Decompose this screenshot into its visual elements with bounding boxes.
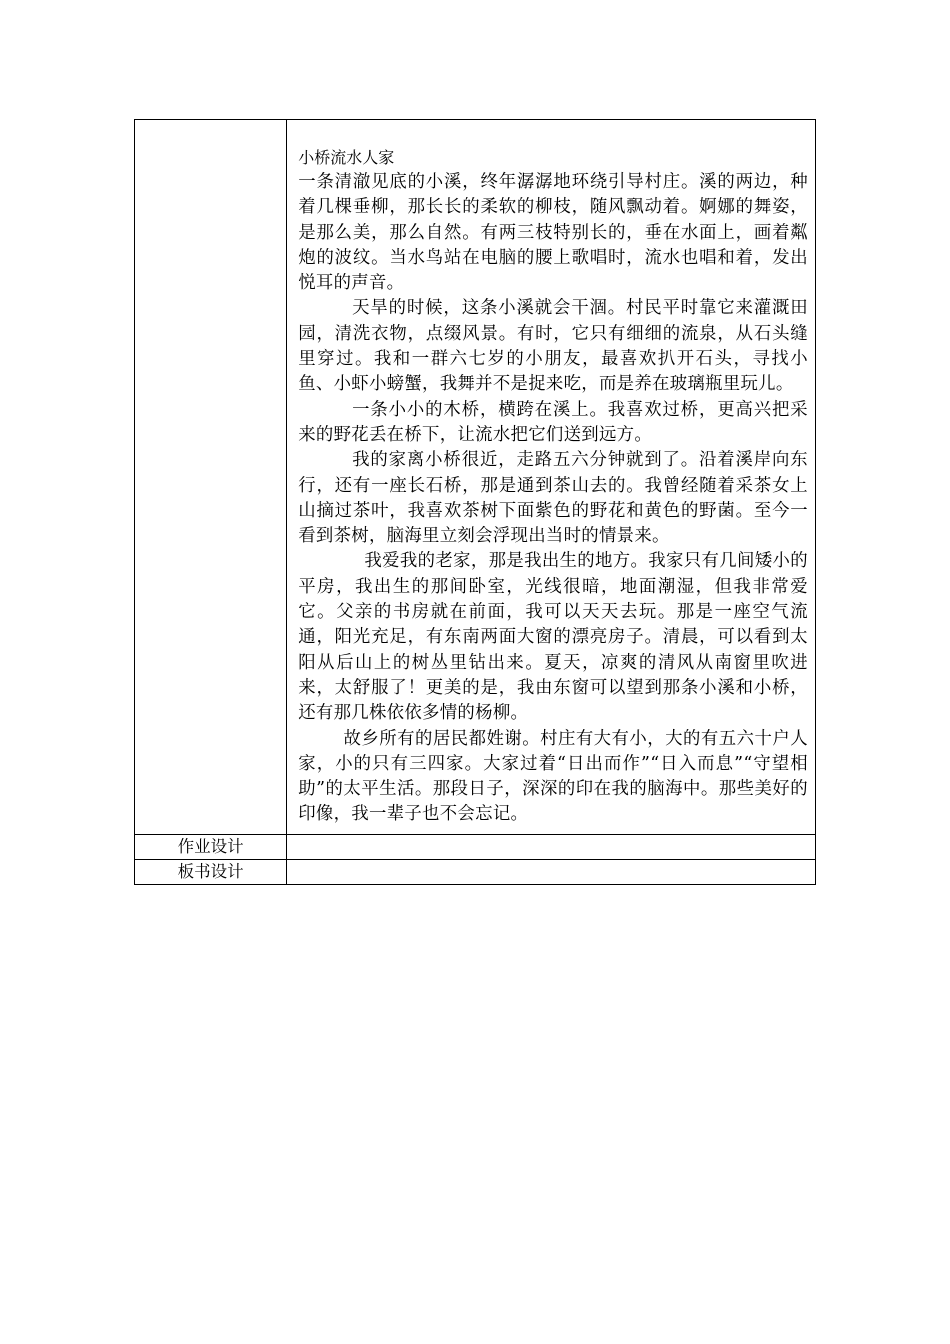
homework-content xyxy=(287,834,816,859)
essay-paragraph-4: 我的家离小桥很近，走路五六分钟就到了。沿着溪岸向东行，还有一座长石桥，那是通到茶山去的。我曾经随着采茶女上山摘过茶叶，我喜欢茶树下面紫色的野花和黄色的野菌。至今一看到茶树，脑海里立刻会浮现出当时的情景来。 xyxy=(298,450,808,547)
board-row xyxy=(135,859,816,884)
essay-paragraph-6: 故乡所有的居民都姓谢。村庄有大有小，大的有五六十户人家，小的只有三四家。大家过着“日出而作”“日入而息”“守望相助”的太平生活。那段日子，深深的印在我的脑海中。那些美好的印像，我一辈子也不会忘记。 xyxy=(298,728,808,825)
essay-title: 小桥流水人家 xyxy=(298,148,395,167)
essay-row xyxy=(135,120,816,835)
essay-paragraph-5: 我爱我的老家，那是我出生的地方。我家只有几间矮小的平房，我出生的那间卧室，光线很暗，地面潮湿，但我非常爱它。父亲的书房就在前面，我可以天天去玩。那是一座空气流通，阳光充足，有东南两面大窗的漂亮房子。清晨，可以看到太阳从后山上的树丛里钻出来。夏天，凉爽的清风从南窗里吹进来，太舒服了！更美的是，我由东窗可以望到那条小溪和小桥，还有那几株依依多情的杨柳。 xyxy=(298,551,808,724)
homework-row xyxy=(135,834,816,859)
essay-label-cell xyxy=(135,120,287,835)
lesson-plan-table xyxy=(134,119,816,885)
essay-content-cell xyxy=(287,120,816,835)
essay-paragraph-3: 一条小小的木桥，横跨在溪上。我喜欢过桥，更高兴把采来的野花丢在桥下，让流水把它们送到远方。 xyxy=(298,399,808,445)
board-label: 板书设计 xyxy=(135,859,287,884)
board-content xyxy=(287,859,816,884)
homework-label: 作业设计 xyxy=(135,834,287,859)
essay-paragraph-2: 天旱的时候，这条小溪就会干涸。村民平时靠它来灌溉田园，清洗衣物，点缀风景。有时，它只有细细的流泉，从石头缝里穿过。我和一群六七岁的小朋友，最喜欢扒开石头，寻找小鱼、小虾小螃蟹，我舞并不是捉来吃，而是养在玻璃瓶里玩儿。 xyxy=(298,298,808,395)
essay-paragraph-1: 一条清澈见底的小溪，终年潺潺地环绕引导村庄。溪的两边，种着几棵垂柳，那长长的柔软的柳枝，随风飘动着。婀娜的舞姿，是那么美，那么自然。有两三枝特别长的，垂在水面上，画着粼炮的波纹。当水鸟站在电脑的腰上歌唱时，流水也唱和着，发出悦耳的声音。 xyxy=(298,172,808,294)
